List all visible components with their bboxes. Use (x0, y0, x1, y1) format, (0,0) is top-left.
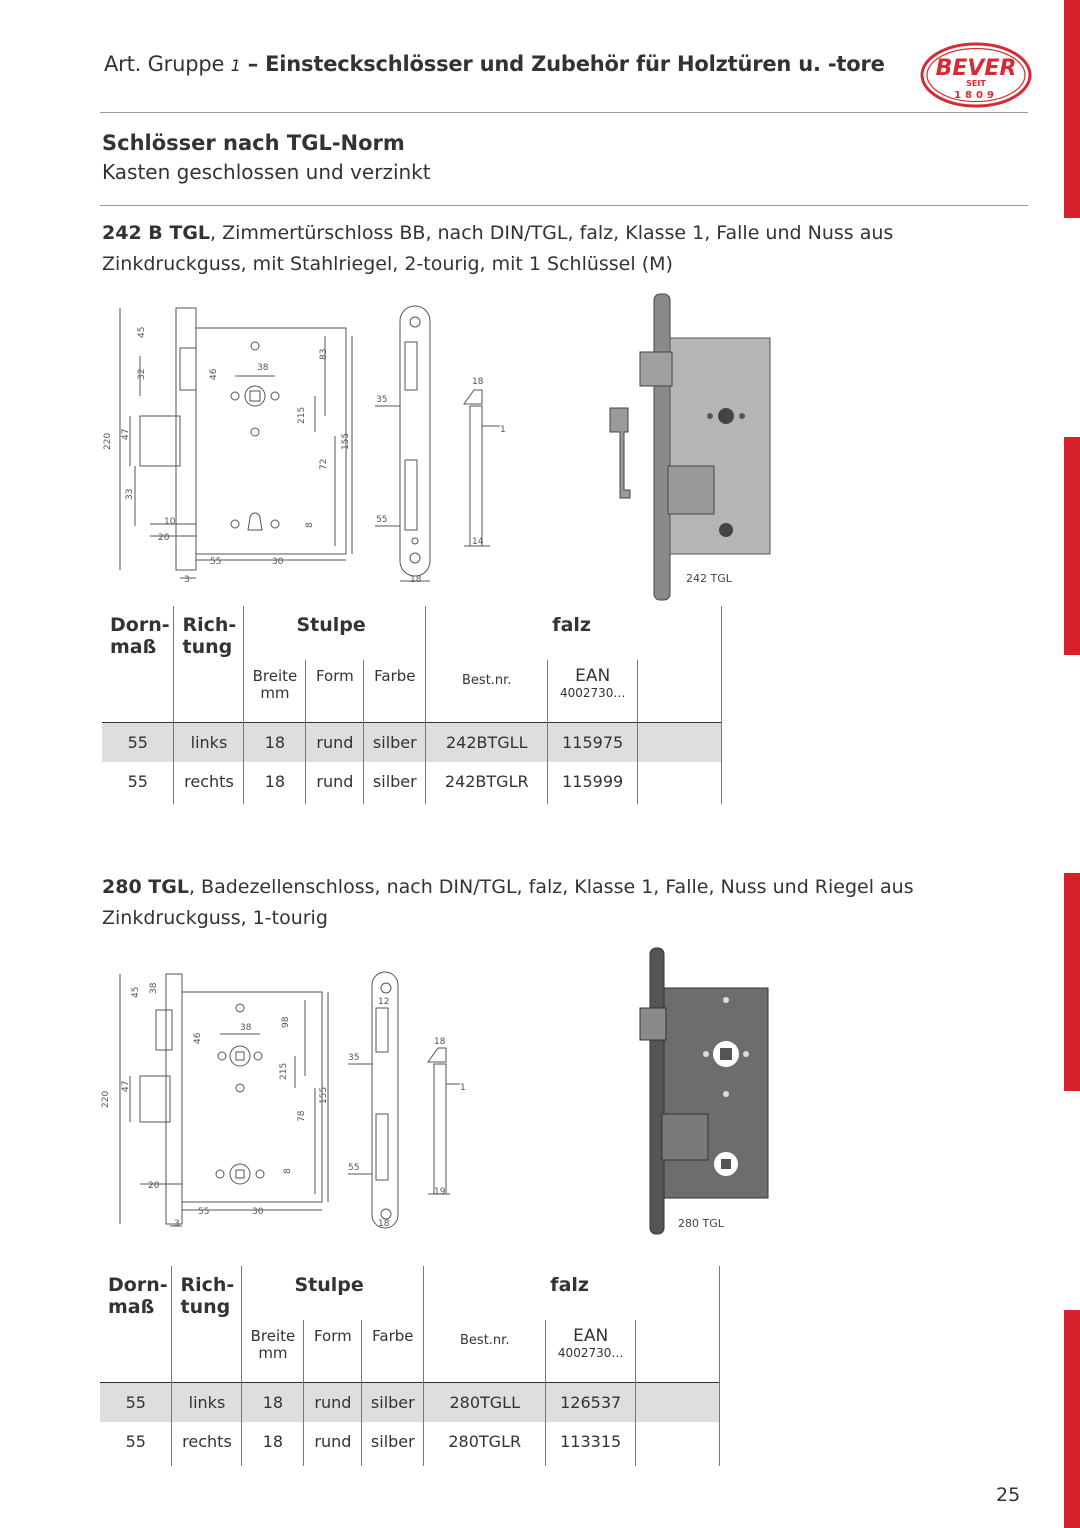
dim-10: 10 (164, 517, 176, 527)
edge-tab-4 (1064, 1310, 1080, 1528)
dim-55: 55 (198, 1207, 210, 1217)
dim-55-side: 55 (348, 1163, 360, 1173)
cell-richtung: rechts (174, 762, 244, 804)
cell-ean: 115999 (548, 762, 638, 804)
dim-14: 14 (472, 537, 484, 547)
cell-form: rund (304, 1422, 362, 1466)
header-title: – Einsteckschlösser und Zubehör für Holztüren u. -tore (240, 52, 885, 76)
cell-bestnr: 280TGLL (424, 1382, 546, 1422)
dim-1: 1 (500, 425, 506, 435)
dim-35: 35 (348, 1053, 360, 1063)
dim-155: 155 (319, 1086, 329, 1104)
sub-form: Form (304, 1320, 362, 1382)
dim-215: 215 (279, 1062, 289, 1080)
dim-47: 47 (121, 428, 131, 440)
product-2-photo (630, 944, 780, 1248)
dim-55: 55 (210, 557, 222, 567)
dim-46: 46 (193, 1032, 203, 1044)
header-group-number: 1 (230, 56, 241, 75)
dim-33: 33 (125, 488, 135, 500)
col-falz: falz (426, 606, 722, 660)
dim-30: 30 (252, 1207, 264, 1217)
dim-35: 35 (376, 395, 388, 405)
edge-tab-2 (1064, 437, 1080, 655)
col-stulpe: Stulpe (244, 606, 426, 660)
product-1-photo (604, 290, 784, 610)
cell-bestnr: 280TGLR (424, 1422, 546, 1466)
col-dornmass: Dorn- maß (110, 614, 170, 658)
product-1-code: 242 B TGL (102, 222, 211, 244)
cell-bestnr: 242BTGLL (426, 722, 548, 762)
col-dornmass: Dorn- maß (108, 1274, 168, 1318)
dim-78: 78 (297, 1110, 307, 1122)
cell-farbe: silber (364, 722, 426, 762)
cell-breite: 18 (244, 762, 306, 804)
dim-72: 72 (319, 458, 329, 470)
cell-breite: 18 (242, 1382, 304, 1422)
header-divider (100, 112, 1028, 113)
dim-18-profile: 18 (472, 377, 484, 387)
page-number: 25 (996, 1484, 1021, 1506)
cell-farbe: silber (362, 1382, 424, 1422)
dim-20: 20 (148, 1181, 160, 1191)
col-richtung: Rich- tung (172, 1266, 242, 1382)
edge-tab-1 (1064, 0, 1080, 218)
page-header (104, 52, 885, 76)
product-1-table (102, 606, 722, 804)
section-subtitle: Kasten geschlossen und verzinkt (102, 160, 431, 184)
section-divider (100, 205, 1028, 206)
sub-ean: EAN 4002730… (548, 660, 638, 722)
cell-dornmass: 55 (127, 732, 148, 752)
cell-farbe: silber (364, 762, 426, 804)
cell-form: rund (304, 1382, 362, 1422)
cell-dornmass: 55 (127, 772, 148, 791)
dim-38: 38 (240, 1023, 252, 1033)
dim-98: 98 (281, 1016, 291, 1028)
product-2-code: 280 TGL (102, 876, 189, 898)
logo-seit: SEIT (966, 79, 986, 88)
product-2-technical-drawing (100, 964, 480, 1238)
cell-richtung: links (172, 1382, 242, 1422)
col-falz: falz (424, 1266, 720, 1320)
header-prefix: Art. Gruppe (104, 52, 231, 76)
logo-brand: BEVER (935, 56, 1017, 81)
dim-45: 45 (131, 986, 141, 998)
product-1-description (102, 218, 1032, 280)
sub-farbe: Farbe (364, 660, 426, 722)
dim-18-profile: 18 (434, 1037, 446, 1047)
dim-8: 8 (283, 1168, 293, 1174)
product-2-table (100, 1266, 720, 1466)
col-stulpe: Stulpe (242, 1266, 424, 1320)
table-row (102, 722, 722, 762)
table-row (102, 762, 722, 804)
product-1-photo-caption: 242 TGL (686, 572, 732, 585)
dim-47: 47 (121, 1080, 131, 1092)
dim-19: 19 (434, 1187, 446, 1197)
cell-breite: 18 (242, 1422, 304, 1466)
table-row (100, 1422, 720, 1466)
sub-bestnr: Best.nr. (426, 660, 548, 722)
cell-ean: 126537 (546, 1382, 636, 1422)
dim-12: 12 (378, 997, 390, 1007)
dim-3: 3 (174, 1219, 180, 1229)
cell-farbe: silber (362, 1422, 424, 1466)
dim-18: 18 (378, 1219, 390, 1229)
dim-32: 32 (137, 368, 147, 380)
dim-18: 18 (410, 575, 422, 585)
dim-20: 20 (158, 533, 170, 543)
dim-30: 30 (272, 557, 284, 567)
cell-ean: 113315 (546, 1422, 636, 1466)
dim-38-top: 38 (149, 982, 159, 994)
sub-breite: Breite mm (242, 1320, 304, 1382)
cell-richtung: links (174, 722, 244, 762)
sub-bestnr: Best.nr. (424, 1320, 546, 1382)
dim-45: 45 (137, 326, 147, 338)
cell-form: rund (306, 722, 364, 762)
dim-220: 220 (103, 432, 113, 450)
sub-farbe: Farbe (362, 1320, 424, 1382)
product-2-text: , Badezellenschloss, nach DIN/TGL, falz, Klasse 1, Falle, Nuss und Riegel aus Zinkdruckguss, 1-tourig (102, 876, 914, 929)
dim-46: 46 (209, 368, 219, 380)
cell-form: rund (306, 762, 364, 804)
dim-220: 220 (101, 1090, 111, 1108)
logo-year: 1809 (954, 90, 998, 101)
product-2-description (102, 872, 1032, 934)
dim-155: 155 (341, 432, 351, 450)
bever-logo (920, 42, 1032, 108)
sub-breite: Breite mm (244, 660, 306, 722)
cell-dornmass: 55 (125, 1432, 146, 1451)
dim-55-side: 55 (376, 515, 388, 525)
dim-1: 1 (460, 1083, 466, 1093)
sub-form: Form (306, 660, 364, 722)
dim-83: 83 (319, 348, 329, 360)
cell-ean: 115975 (548, 722, 638, 762)
section-title: Schlösser nach TGL-Norm (102, 131, 405, 155)
cell-dornmass: 55 (125, 1392, 146, 1412)
sub-ean: EAN 4002730… (546, 1320, 636, 1382)
cell-bestnr: 242BTGLR (426, 762, 548, 804)
cell-richtung: rechts (172, 1422, 242, 1466)
product-1-technical-drawing (100, 296, 520, 596)
dim-3: 3 (184, 575, 190, 585)
cell-breite: 18 (244, 722, 306, 762)
table-row (100, 1382, 720, 1422)
product-1-text: , Zimmertürschloss BB, nach DIN/TGL, falz, Klasse 1, Falle und Nuss aus Zinkdruckguss, mit Stahlriegel, 2-tourig, mit 1 Schlüssel (M) (102, 222, 894, 275)
dim-215: 215 (297, 406, 307, 424)
dim-8: 8 (305, 522, 315, 528)
col-richtung: Rich- tung (174, 606, 244, 722)
dim-38: 38 (257, 363, 269, 373)
product-2-photo-caption: 280 TGL (678, 1217, 724, 1230)
edge-tab-3 (1064, 873, 1080, 1091)
